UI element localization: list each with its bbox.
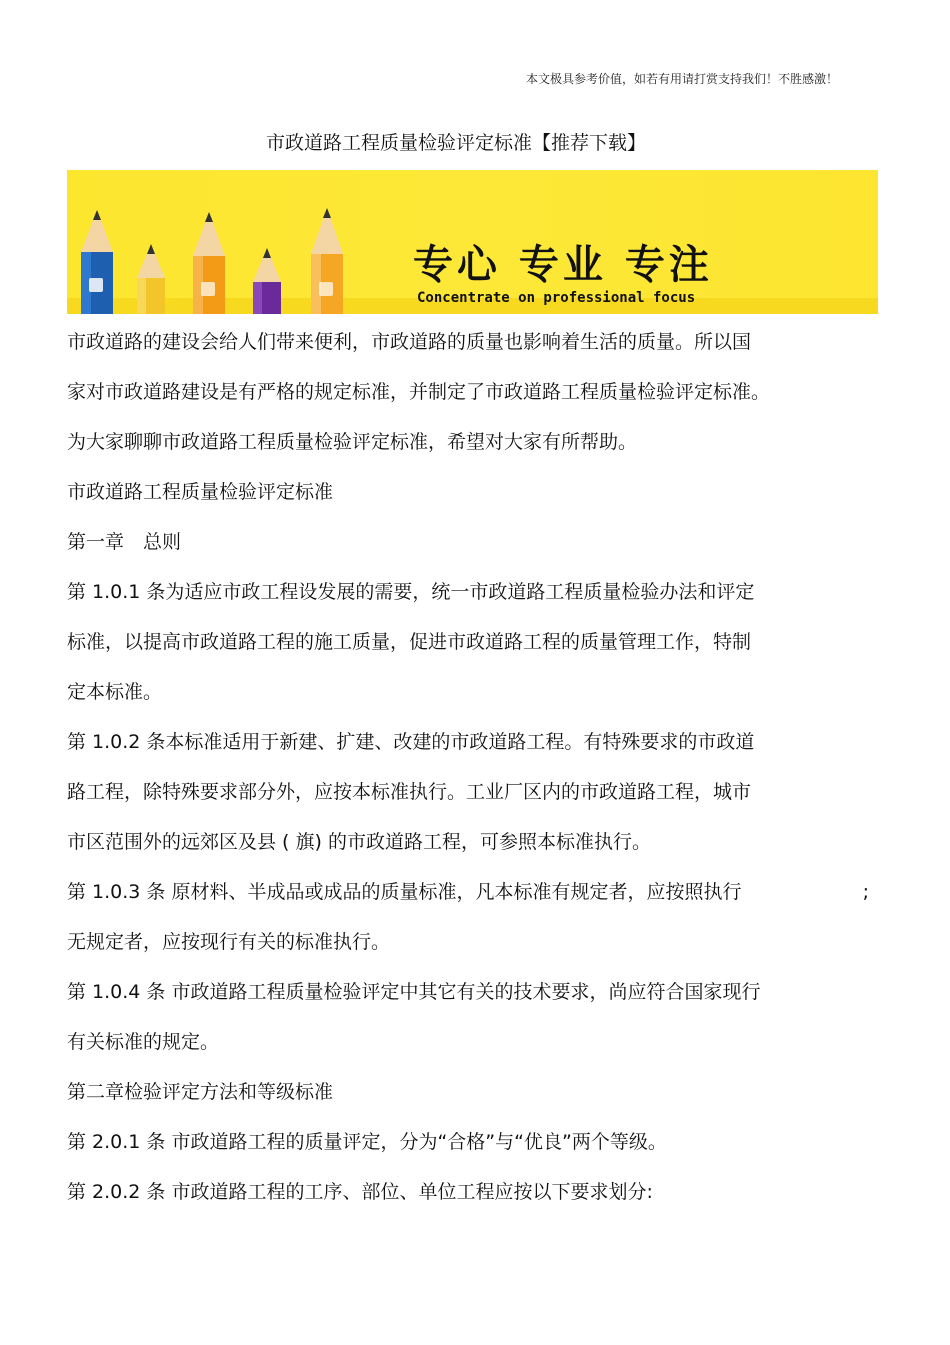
paragraph-line: 第 1.0.1 条为适应市政工程设发展的需要，统一市政道路工程质量检验办法和评定 xyxy=(67,581,755,603)
document-body xyxy=(67,323,877,1223)
paragraph-line: 路工程，除特殊要求部分外，应按本标准执行。工业厂区内的市政道路工程，城市 xyxy=(67,781,752,803)
section-heading: 市政道路工程质量检验评定标准 xyxy=(67,481,334,503)
paragraph-line: 第 1.0.4 条 市政道路工程质量检验评定中其它有关的技术要求，尚应符合国家现行 xyxy=(67,981,761,1003)
paragraph-line: 无规定者，应按现行有关的标准执行。 xyxy=(67,931,391,953)
paragraph-line: 有关标准的规定。 xyxy=(67,1031,220,1053)
banner-tagline: Concentrate on professional focus xyxy=(417,290,696,306)
banner-headline: 专心 专业 专注 xyxy=(413,242,713,288)
paragraph-line: 家对市政道路建设是有严格的规定标准，并制定了市政道路工程质量检验评定标准。 xyxy=(67,381,771,403)
paragraph-line: 市区范围外的远郊区及县 ( 旗) 的市政道路工程，可参照本标准执行。 xyxy=(67,831,651,853)
paragraph-line-text: 第 1.0.3 条 原材料、半成品或成品的质量标准，凡本标准有规定者，应按照执行 xyxy=(67,881,742,903)
paragraph-line: 市政道路的建设会给人们带来便利，市政道路的质量也影响着生活的质量。所以国 xyxy=(67,331,752,353)
document-title: 市政道路工程质量检验评定标准【推荐下载】 xyxy=(265,132,646,154)
banner-image xyxy=(67,170,878,314)
paragraph-line: 第 2.0.1 条 市政道路工程的质量评定，分为“合格”与“优良”两个等级。 xyxy=(67,1131,667,1153)
chapter-heading: 第二章检验评定方法和等级标准 xyxy=(67,1081,334,1103)
paragraph-line: 为大家聊聊市政道路工程质量检验评定标准，希望对大家有所帮助。 xyxy=(67,431,638,453)
paragraph-line: 标准，以提高市政道路工程的施工质量，促进市政道路工程的质量管理工作，特制 xyxy=(67,631,752,653)
paragraph-line: 第 2.0.2 条 市政道路工程的工序、部位、单位工程应按以下要求划分: xyxy=(67,1181,653,1203)
header-note: 本文极具参考价值，如若有用请打赏支持我们！不胜感激！ xyxy=(525,72,838,86)
paragraph-line xyxy=(67,873,877,923)
chapter-heading: 第一章 总则 xyxy=(67,531,182,553)
trailing-semicolon: ; xyxy=(862,881,869,903)
paragraph-line: 第 1.0.2 条本标准适用于新建、扩建、改建的市政道路工程。有特殊要求的市政道 xyxy=(67,731,755,753)
paragraph-line: 定本标准。 xyxy=(67,681,163,703)
